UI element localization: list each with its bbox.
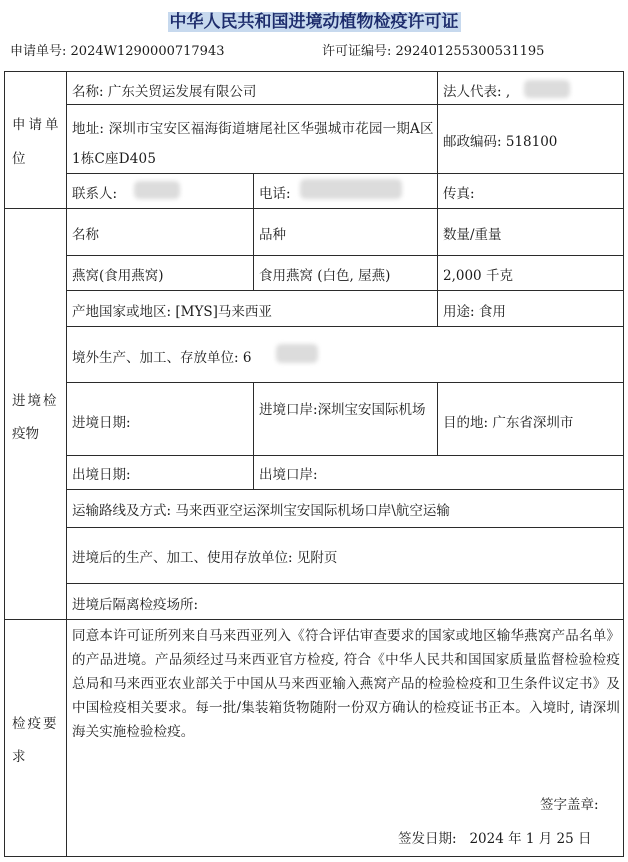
quarantine-requirements-text: 同意本许可证所列来自马来西亚列入《符合评估审查要求的国家或地区输华燕窝产品名单》的产品进境。产品须经过马来西亚官方检疫, 符合《中华人民共和国国家质量监督检验检疫总局和马来西亚农业部关于中国从马来西亚输入燕窝产品的检验检疫和卫生条件议定书》及中国检疫相关要求。每一批/集装箱货物随附一份双方确认的检疫证书正本。入境时, 请深圳海关实施检验检疫。 bbox=[72, 628, 620, 740]
application-number: 申请单号: 2024W1290000717943 bbox=[10, 44, 225, 59]
exit-port: 出境口岸: bbox=[259, 467, 318, 483]
transport-route: 运输路线及方式: 马来西亚空运深圳宝安国际机场口岸\航空运输 bbox=[72, 503, 450, 519]
signature-seal: 签字盖章: bbox=[540, 797, 599, 813]
contact-person: 联系人: bbox=[72, 186, 118, 202]
legal-representative: 法人代表: , bbox=[443, 84, 511, 100]
entry-port: 进境口岸:深圳宝安国际机场 bbox=[259, 402, 426, 418]
section-label-requirements: 检疫要 bbox=[12, 716, 59, 732]
redacted-legal-rep bbox=[524, 80, 570, 98]
section-label-requirements-2: 求 bbox=[12, 749, 26, 765]
section-label-applicant-2: 位 bbox=[12, 151, 26, 167]
column-header-name: 名称 bbox=[72, 227, 99, 243]
fax: 传真: bbox=[443, 186, 475, 202]
overseas-producer: 境外生产、加工、存放单位: 6 bbox=[72, 350, 252, 366]
applicant-name: 名称: 广东关贸运发展有限公司 bbox=[72, 84, 257, 100]
permit-number: 许可证编号: 29240125530053​1195 bbox=[322, 44, 545, 59]
applicant-address: 地址: 深圳市宝安区福海街道塘尾社区华强城市花园一期A区1栋C座D405 bbox=[72, 121, 434, 167]
item-name: 燕窝(食用燕窝) bbox=[72, 268, 164, 284]
section-label-applicant: 申请单 bbox=[12, 117, 62, 133]
column-header-variety: 品种 bbox=[259, 227, 286, 243]
quarantine-site: 进境后隔离检疫场所: bbox=[72, 597, 199, 613]
redacted-contact bbox=[134, 181, 180, 199]
page-title: 中华人民共和国进境动植物检疫许可证 bbox=[169, 12, 459, 32]
item-variety: 食用燕窝 (白色, 屋燕) bbox=[259, 268, 391, 284]
redacted-producer bbox=[276, 344, 318, 363]
section-label-entry: 进境检 bbox=[12, 393, 59, 409]
issue-date: 签发日期: 2024 年 1 月 25 日 bbox=[398, 831, 592, 847]
entry-date: 进境日期: bbox=[72, 415, 131, 431]
redacted-phone bbox=[300, 179, 402, 199]
column-header-quantity: 数量/重量 bbox=[443, 227, 502, 243]
phone: 电话: bbox=[259, 186, 291, 202]
exit-date: 出境日期: bbox=[72, 467, 131, 483]
origin-country: 产地国家或地区: [MYS]马来西亚 bbox=[72, 304, 272, 320]
post-entry-unit: 进境后的生产、加工、使用存放单位: 见附页 bbox=[72, 550, 338, 566]
item-quantity: 2,000 千克 bbox=[443, 268, 513, 284]
postcode: 邮政编码: 518100 bbox=[443, 134, 558, 150]
destination: 目的地: 广东省深圳市 bbox=[443, 415, 574, 431]
section-label-entry-2: 疫物 bbox=[12, 426, 39, 442]
usage: 用途: 食用 bbox=[443, 304, 506, 320]
